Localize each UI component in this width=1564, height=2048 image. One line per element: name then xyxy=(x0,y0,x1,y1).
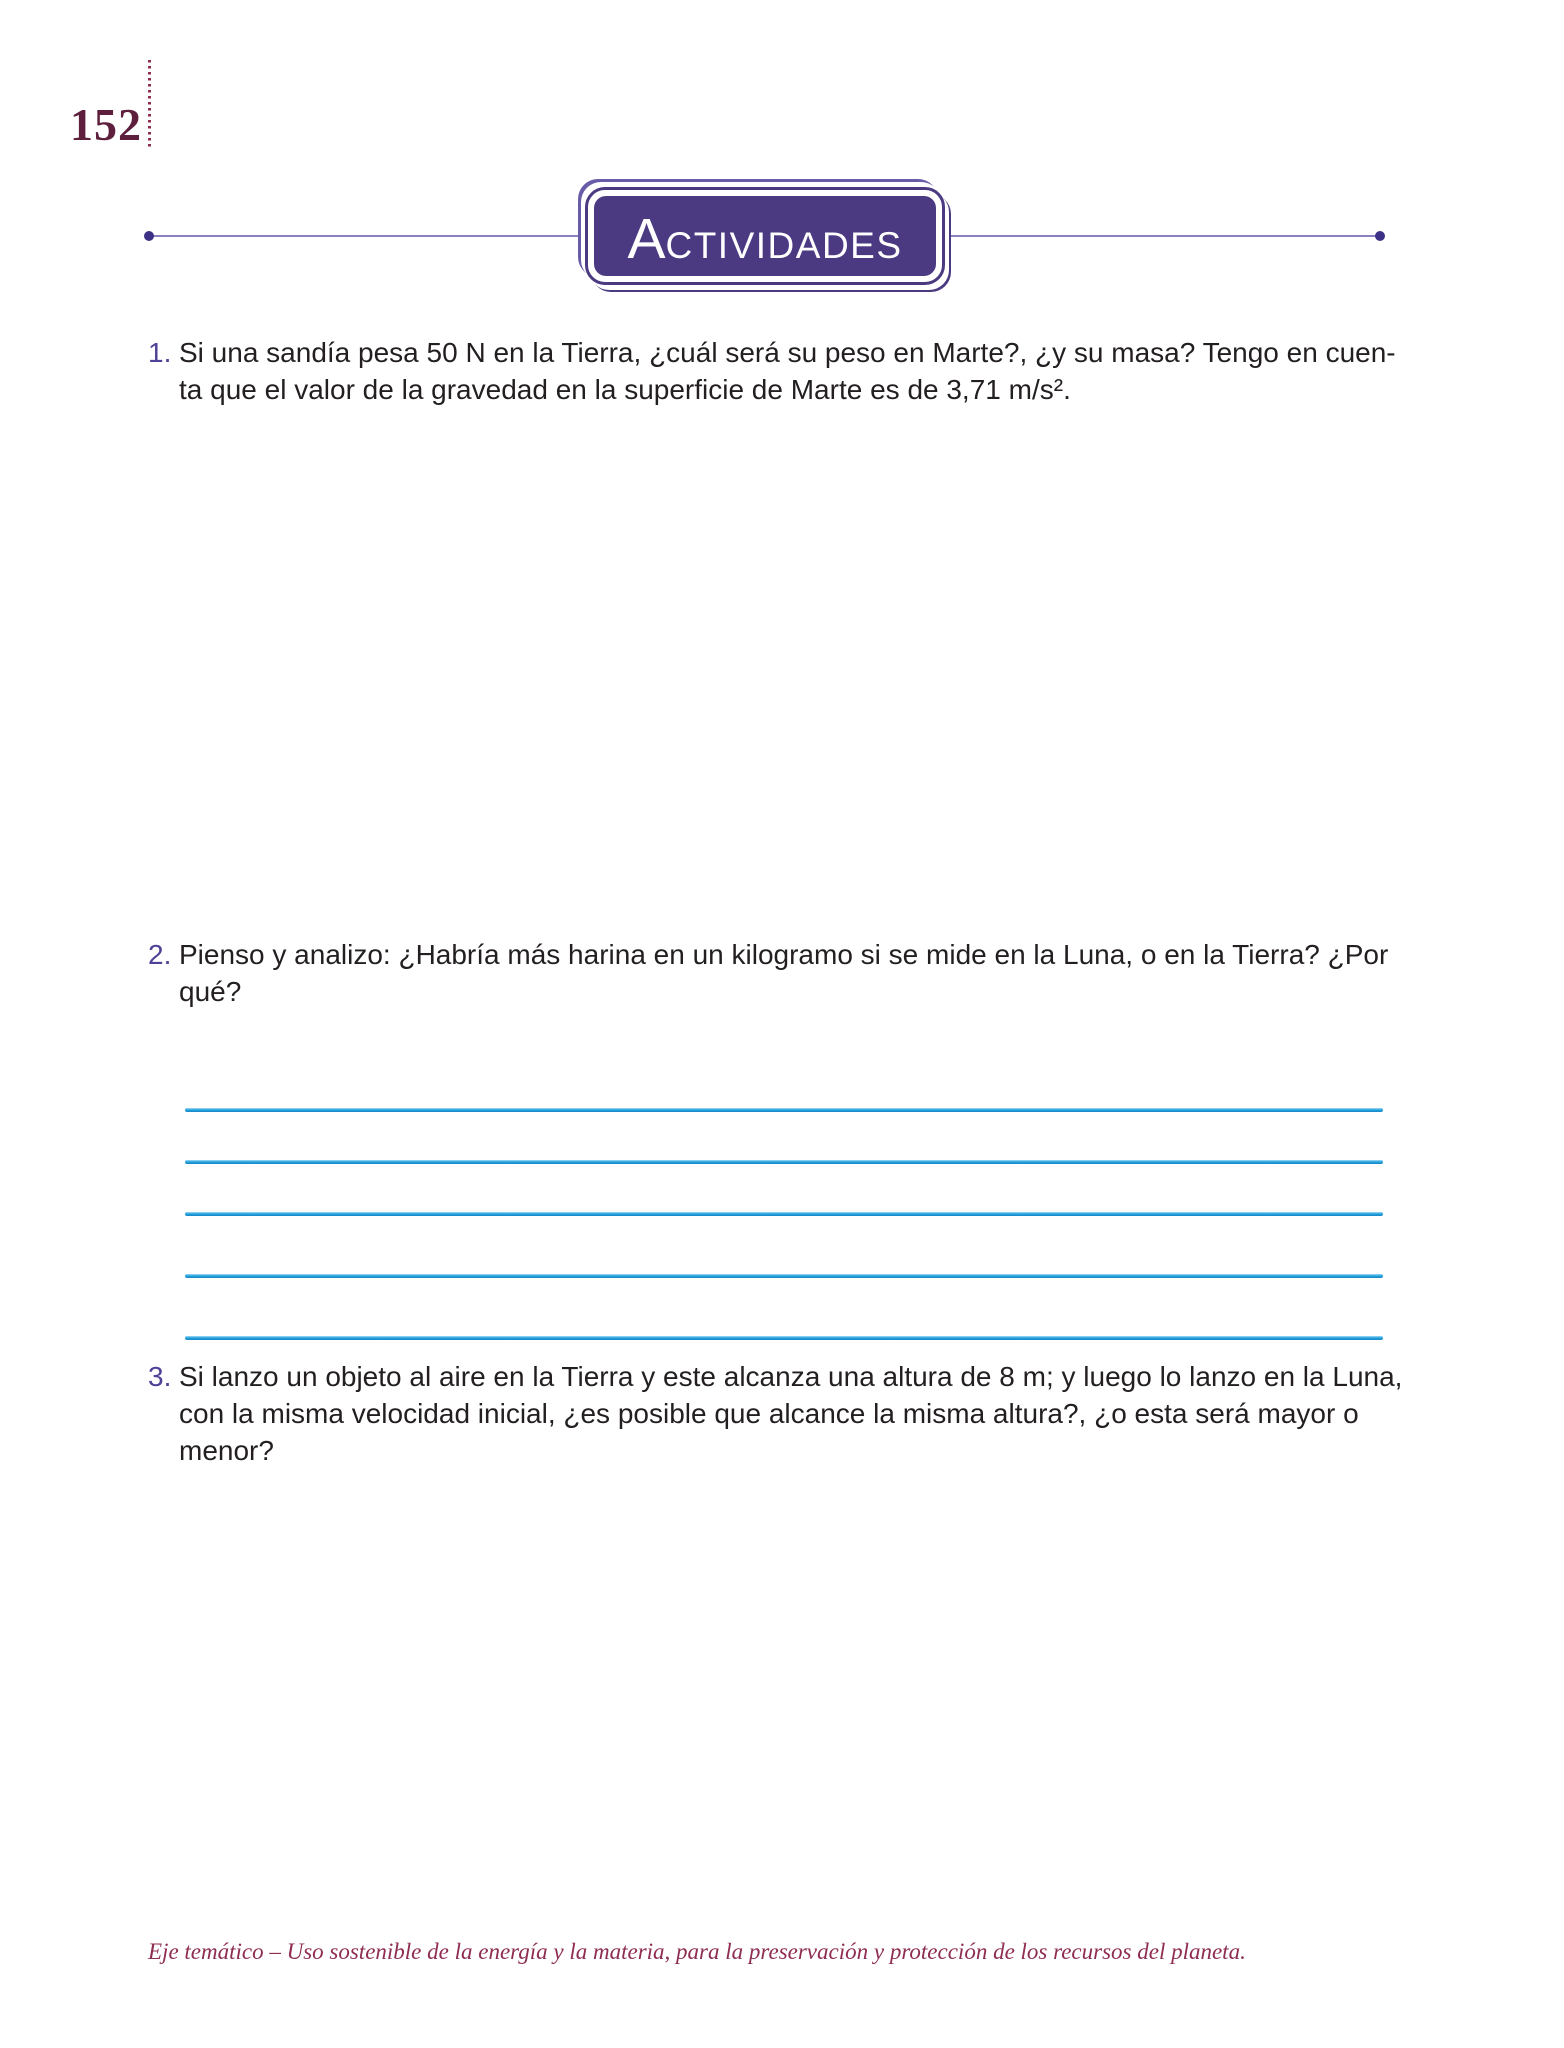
question-2-line: qué? xyxy=(179,976,242,1007)
question-1-line: ta que el valor de la gravedad en la superficie de Marte es de 3,71 m/s². xyxy=(179,374,1071,405)
question-2-text xyxy=(179,936,1388,1010)
question-3-text xyxy=(179,1358,1402,1469)
question-3-number: 3. xyxy=(148,1361,172,1392)
answer-line xyxy=(185,1336,1383,1340)
answer-line xyxy=(185,1160,1383,1164)
question-1-text xyxy=(179,334,1396,408)
answer-line xyxy=(185,1108,1383,1112)
question-1-line: Si una sandía pesa 50 N en la Tierra, ¿cuál será su peso en Marte?, ¿y su masa? Tengo en cuen- xyxy=(179,337,1396,368)
activities-banner xyxy=(585,187,945,285)
question-3-line: con la misma velocidad inicial, ¿es posible que alcance la misma altura?, ¿o esta será mayor o xyxy=(179,1398,1359,1429)
page-number: 152 xyxy=(70,99,142,150)
banner-title-rest: CTIVIDADES xyxy=(665,225,903,266)
question-3 xyxy=(148,1358,1402,1469)
question-1-number: 1. xyxy=(148,337,172,368)
dotted-rule-decoration xyxy=(148,60,151,150)
banner-title-initial: A xyxy=(627,207,666,271)
activities-banner-plate xyxy=(594,196,936,276)
answer-line xyxy=(185,1274,1383,1278)
question-1 xyxy=(148,334,1396,408)
question-3-line: menor? xyxy=(179,1435,274,1466)
answer-lines xyxy=(185,1108,1383,1344)
question-2-line: Pienso y analizo: ¿Habría más harina en un kilogramo si se mide en la Luna, o en la Tierra? ¿Por xyxy=(179,939,1389,970)
question-3-line: Si lanzo un objeto al aire en la Tierra y este alcanza una altura de 8 m; y luego lo lanzo en la Luna, xyxy=(179,1361,1403,1392)
footer-theme-note: Eje temático – Uso sostenible de la energía y la materia, para la preservación y protección de los recursos del planeta. xyxy=(148,1939,1246,1964)
answer-line xyxy=(185,1212,1383,1216)
question-2-number: 2. xyxy=(148,939,172,970)
question-2 xyxy=(148,936,1388,1010)
